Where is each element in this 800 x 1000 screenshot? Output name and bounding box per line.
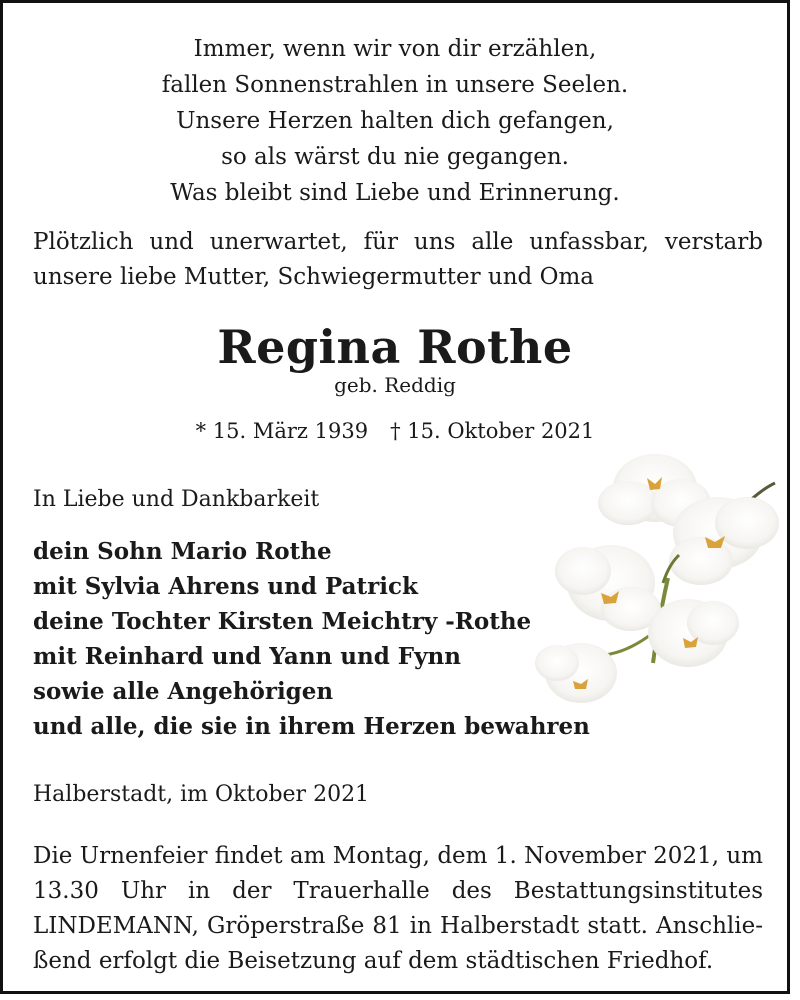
poem-line: Was bleibt sind Liebe und Erinnerung. bbox=[170, 180, 620, 206]
mourner-line: mit Sylvia Ahrens und Patrick bbox=[33, 573, 418, 600]
funeral-line: LINDEMANN, Gröperstraße 81 in Halberstadt statt. Anschlie- bbox=[33, 913, 763, 939]
mourners-list bbox=[33, 534, 590, 744]
funeral-line: ßend erfolgt die Beisetzung auf dem städtischen Friedhof. bbox=[33, 948, 714, 974]
mourner-line: deine Tochter Kirsten Meichtry -Rothe bbox=[33, 608, 532, 635]
maiden-name: geb. Reddig bbox=[334, 373, 456, 397]
mourner-line: dein Sohn Mario Rothe bbox=[33, 538, 332, 565]
intro-line: Plötzlich und unerwartet, für uns alle unfassbar, verstarb bbox=[33, 229, 763, 255]
poem-line: so als wärst du nie gegangen. bbox=[221, 144, 569, 170]
deceased-name: Regina Rothe bbox=[217, 320, 573, 374]
poem-line: Unsere Herzen halten dich gefangen, bbox=[176, 108, 614, 134]
death-date: † 15. Oktober 2021 bbox=[390, 419, 595, 443]
funeral-line: 13.30 Uhr in der Trauerhalle des Bestattungsinstitutes bbox=[33, 878, 763, 904]
intro-line: unsere liebe Mutter, Schwiegermutter und Oma bbox=[33, 264, 594, 290]
mourner-line: mit Reinhard und Yann und Fynn bbox=[33, 643, 461, 670]
mourner-line: sowie alle Angehörigen bbox=[33, 678, 334, 705]
poem-line: fallen Sonnenstrahlen in unsere Seelen. bbox=[161, 72, 629, 98]
birth-date: * 15. März 1939 bbox=[195, 419, 369, 443]
place-date: Halberstadt, im Oktober 2021 bbox=[33, 782, 370, 807]
poem-line: Immer, wenn wir von dir erzählen, bbox=[193, 36, 597, 62]
funeral-line: Die Urnenfeier findet am Montag, dem 1. November 2021, um bbox=[33, 843, 763, 869]
intro-text bbox=[33, 225, 763, 295]
mourner-line: und alle, die sie in ihrem Herzen bewahren bbox=[33, 713, 590, 740]
funeral-notice bbox=[33, 839, 763, 979]
farewell-line: In Liebe und Dankbarkeit bbox=[33, 487, 320, 512]
poem bbox=[3, 31, 787, 211]
